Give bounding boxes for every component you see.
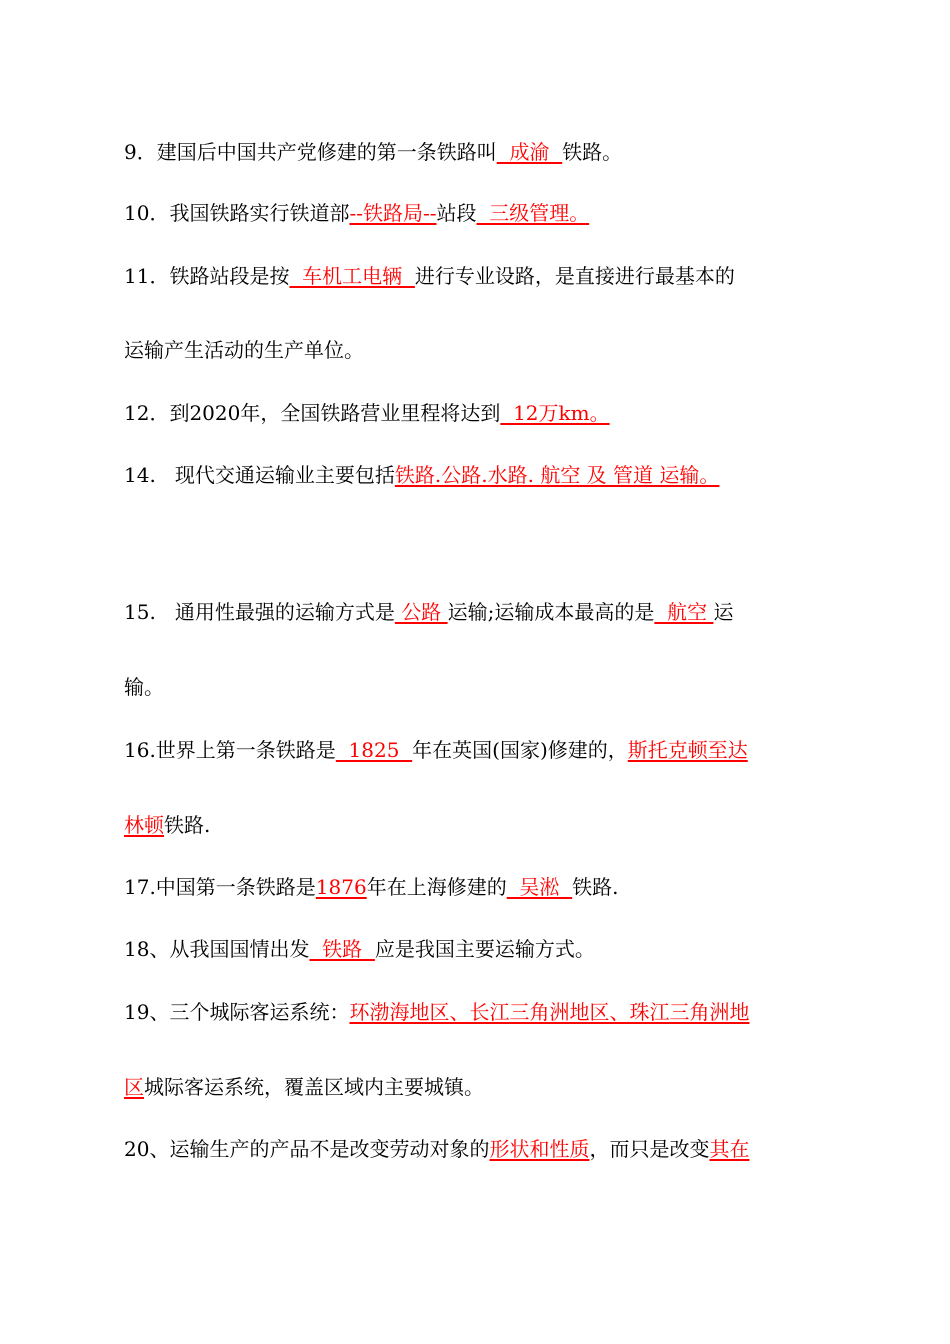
q9-text-end: 铁路。 (562, 140, 623, 164)
question-16 (124, 735, 910, 765)
q17-answer-2: 吴淞 (506, 875, 573, 899)
q19-continuation-text: 城际客运系统，覆盖区域内主要城镇。 (144, 1075, 484, 1099)
q16-continuation-answer: 林顿 (124, 813, 164, 837)
question-18 (124, 934, 910, 964)
question-15 (124, 597, 910, 627)
question-20 (124, 1134, 910, 1164)
q11-answer: 车机工电辆 (289, 264, 415, 288)
q15-answer-1: 公路 (394, 600, 448, 624)
question-9 (124, 137, 910, 167)
q17-text-end: 铁路. (572, 875, 619, 899)
q16-answer-1: 1825 (335, 738, 413, 762)
q18-answer: 铁路 (309, 937, 375, 961)
q15-continuation: 输。 (124, 675, 164, 699)
q16-answer-2: 斯托克顿至达 (627, 738, 748, 762)
q20-answer-1: 形状和性质 (489, 1137, 590, 1161)
q17-text: 17.中国第一条铁路是 (124, 875, 316, 899)
question-19-continued (124, 1072, 910, 1102)
question-19 (124, 997, 910, 1027)
q17-answer-1: 1876 (315, 875, 367, 899)
q10-text-mid: 站段 (436, 201, 477, 225)
question-10 (124, 198, 910, 228)
q10-answer-2: 三级管理。 (476, 201, 590, 225)
q20-answer-2: 其在 (709, 1137, 750, 1161)
q12-text: 12．到2020年，全国铁路营业里程将达到 (124, 401, 501, 425)
q10-answer-1: --铁路局-- (349, 201, 437, 225)
q14-answer: 铁路.公路.水路. 航空 及 管道 运输。 (394, 463, 720, 487)
question-14 (124, 460, 910, 490)
q17-text-mid: 年在上海修建的 (366, 875, 507, 899)
q20-text-mid: ，而只是改变 (589, 1137, 710, 1161)
question-12 (124, 398, 910, 428)
question-11-continued (124, 335, 910, 365)
q19-continuation-answer: 区 (124, 1075, 144, 1099)
q10-text: 10．我国铁路实行铁道部 (124, 201, 350, 225)
question-17 (124, 872, 910, 902)
q12-answer: 12万km。 (500, 401, 610, 425)
q20-text: 20、运输生产的产品不是改变劳动对象的 (124, 1137, 490, 1161)
q11-text: 11．铁路站段是按 (124, 264, 290, 288)
q18-text-end: 应是我国主要运输方式。 (374, 937, 595, 961)
q19-text: 19、三个城际客运系统： (124, 1000, 350, 1024)
q11-continuation: 运输产生活动的生产单位。 (124, 338, 364, 362)
q9-answer: 成渝 (496, 140, 563, 164)
q15-text-mid: 运输;运输成本最高的是 (447, 600, 655, 624)
q15-text-end: 运 (713, 600, 734, 624)
q9-text: 9．建国后中国共产党修建的第一条铁路叫 (124, 140, 497, 164)
q11-text-end: 进行专业设路，是直接进行最基本的 (414, 264, 735, 288)
q16-text-mid: 年在英国(国家)修建的， (412, 738, 628, 762)
question-15-continued (124, 672, 910, 702)
q16-continuation-text: 铁路. (164, 813, 211, 837)
q18-text: 18、从我国国情出发 (124, 937, 310, 961)
q15-answer-2: 航空 (654, 600, 714, 624)
q16-text: 16.世界上第一条铁路是 (124, 738, 336, 762)
question-11 (124, 261, 910, 291)
q19-answer: 环渤海地区、长江三角洲地区、珠江三角洲地 (349, 1000, 750, 1024)
q14-text: 14. 现代交通运输业主要包括 (124, 463, 395, 487)
question-16-continued (124, 810, 910, 840)
q15-text: 15. 通用性最强的运输方式是 (124, 600, 395, 624)
